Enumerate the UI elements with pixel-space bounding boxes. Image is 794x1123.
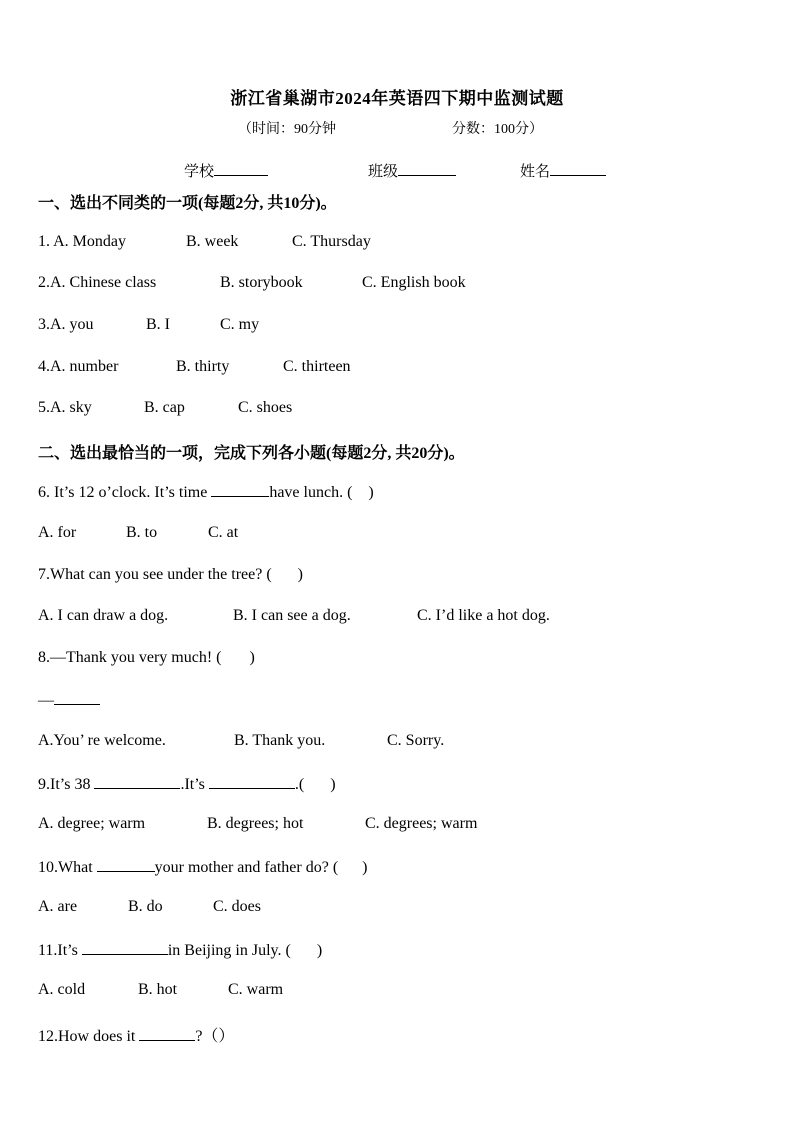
question-11-option-b: B. hot [138, 981, 178, 998]
page-title: 浙江省巢湖市2024年英语四下期中监测试题 [230, 89, 564, 108]
question-11-stem-end: in Beijing in July. ( [167, 942, 291, 959]
question-10-option-b: B. do [128, 898, 163, 915]
question-12-stem: 12.How does it [38, 1028, 136, 1045]
class-blank[interactable] [398, 161, 456, 176]
question-4-option-b: B. thirty [176, 358, 230, 375]
question-8-option-a: A.You’ re welcome. [38, 732, 166, 749]
question-12-blank[interactable] [139, 1026, 195, 1041]
question-9-option-b: B. degrees; hot [207, 815, 304, 832]
school-label: 学校 [184, 164, 215, 180]
question-9-option-a: A. degree; warm [38, 815, 146, 832]
question-10-stem: 10.What [38, 859, 93, 876]
question-1: 1. A. Monday [38, 233, 126, 250]
question-5-option-c: C. shoes [238, 399, 293, 416]
school-blank[interactable] [214, 161, 268, 176]
question-9-stem-end: .( [294, 776, 305, 793]
question-3-option-b: B. I [146, 316, 170, 333]
question-1-option-c: C. Thursday [292, 233, 371, 250]
question-2-option-c: C. English book [362, 274, 466, 291]
question-10-stem-end: your mother and father do? ( [154, 859, 339, 876]
question-8 [38, 649, 255, 667]
exam-time: （时间：90分钟 [238, 122, 336, 137]
question-8-stem: 8.—Thank you very much! ( [38, 649, 222, 666]
question-9-option-c: C. degrees; warm [365, 815, 478, 832]
question-9-paren: ) [330, 776, 336, 793]
question-10-option-c: C. does [213, 898, 261, 915]
question-9-stem-mid: .It’s [180, 776, 205, 793]
question-3-option-c: C. my [220, 316, 260, 333]
question-6-option-a: A. for [38, 524, 77, 541]
question-7-option-b: B. I can see a dog. [233, 607, 351, 624]
question-11-stem: 11.It’s [38, 942, 78, 959]
name-blank[interactable] [550, 161, 606, 176]
name-label: 姓名 [520, 164, 551, 180]
question-6-blank[interactable] [211, 482, 269, 497]
question-2: 2.A. Chinese class [38, 274, 157, 291]
question-3: 3.A. you [38, 316, 94, 333]
question-6-stem: 6. It’s 12 o’clock. It’s time [38, 484, 208, 501]
name-field [520, 160, 606, 181]
question-7-stem: 7.What can you see under the tree? ( [38, 566, 272, 583]
question-8-blank[interactable] [54, 690, 100, 705]
question-12 [38, 1023, 234, 1046]
question-11 [38, 940, 322, 960]
question-10 [38, 857, 367, 877]
question-5-option-b: B. cap [144, 399, 185, 416]
question-6 [38, 482, 374, 502]
question-9-stem: 9.It’s 38 [38, 776, 91, 793]
question-11-paren: ) [316, 942, 323, 959]
exam-score: 分数：100分） [452, 122, 543, 137]
question-8-option-c: C. Sorry. [387, 732, 445, 749]
question-11-blank[interactable] [82, 940, 168, 955]
class-label: 班级 [368, 164, 399, 180]
question-12-stem-end: ?（） [195, 1028, 235, 1045]
section2-heading: 二、选出最恰当的一项，完成下列各小题(每题2分, 共20分)。 [38, 445, 465, 462]
question-10-blank[interactable] [97, 857, 155, 872]
question-10-option-a: A. are [38, 898, 78, 915]
question-7-paren: ) [297, 566, 303, 583]
question-4-option-c: C. thirteen [283, 358, 351, 375]
question-6-option-b: B. to [126, 524, 158, 541]
question-7 [38, 566, 303, 584]
question-11-option-a: A. cold [38, 981, 86, 998]
class-field [368, 160, 456, 181]
question-8-dash: — [38, 692, 54, 709]
question-10-paren: ) [362, 859, 368, 876]
question-8-option-b: B. Thank you. [234, 732, 326, 749]
question-7-option-a: A. I can draw a dog. [38, 607, 169, 624]
school-field [184, 160, 268, 181]
question-6-stem-end: have lunch. ( [269, 484, 353, 501]
question-11-option-c: C. warm [228, 981, 284, 998]
question-6-paren: ) [368, 484, 374, 501]
question-9 [38, 774, 336, 794]
question-2-option-b: B. storybook [220, 274, 303, 291]
question-8-reply [38, 690, 100, 710]
question-8-paren: ) [249, 649, 255, 666]
question-7-option-c: C. I’d like a hot dog. [417, 607, 550, 624]
question-6-option-c: C. at [208, 524, 239, 541]
question-5: 5.A. sky [38, 399, 92, 416]
question-1-option-b: B. week [186, 233, 239, 250]
question-4: 4.A. number [38, 358, 119, 375]
question-9-blank-2[interactable] [209, 774, 295, 789]
section1-heading: 一、选出不同类的一项(每题2分, 共10分)。 [38, 195, 337, 212]
question-9-blank-1[interactable] [94, 774, 180, 789]
